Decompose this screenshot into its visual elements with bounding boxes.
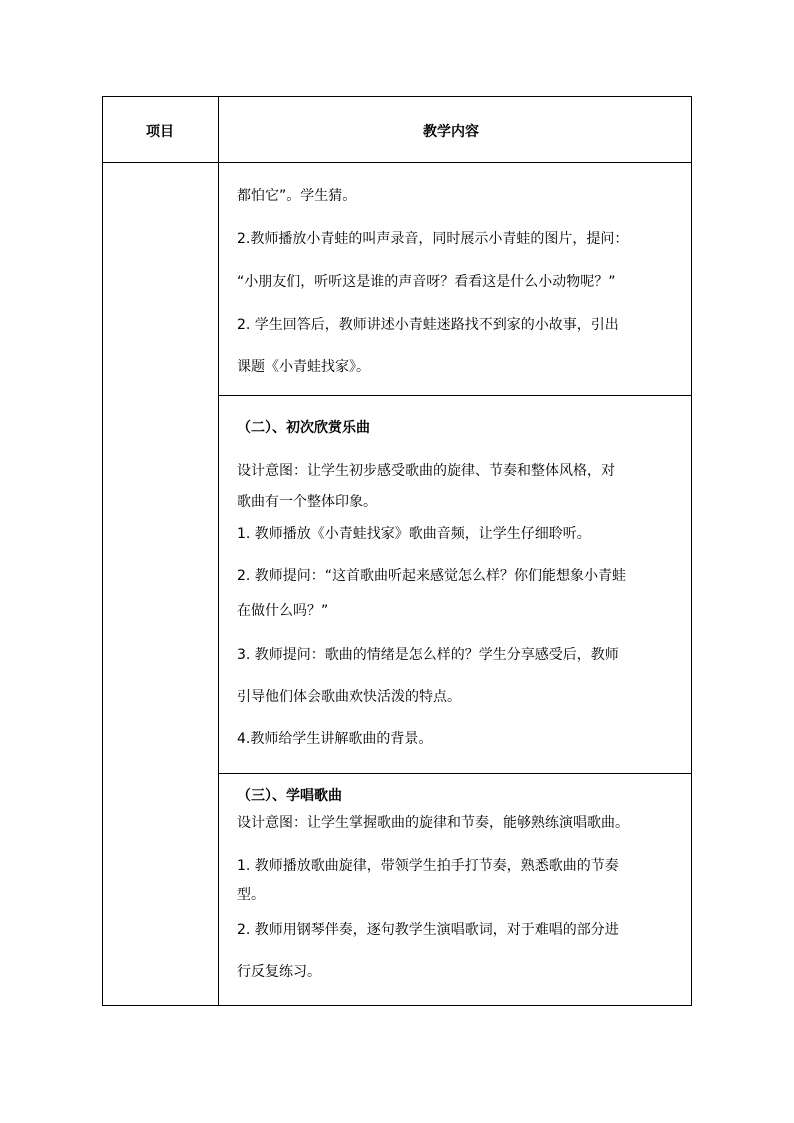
paragraph-line: 型。 xyxy=(237,887,265,903)
section-divider-2 xyxy=(218,773,691,774)
header-divider xyxy=(103,162,691,163)
paragraph-line: 设计意图：让学生掌握歌曲的旋律和节奏，能够熟练演唱歌曲。 xyxy=(237,815,629,831)
paragraph-line: 2. 学生回答后，教师讲述小青蛙迷路找不到家的小故事，引出 xyxy=(237,317,619,333)
paragraph-line: “小朋友们，听听这是谁的声音呀？看看这是什么小动物呢？” xyxy=(237,274,616,290)
paragraph-line: 2.教师播放小青蛙的叫声录音，同时展示小青蛙的图片，提问： xyxy=(237,231,629,247)
paragraph-line: 引导他们体会歌曲欢快活泼的特点。 xyxy=(237,689,461,705)
paragraph-line: 3. 教师提问：歌曲的情绪是怎么样的？学生分享感受后，教师 xyxy=(237,647,619,663)
column-divider xyxy=(218,97,219,1005)
section-title: （三）、学唱歌曲 xyxy=(237,788,342,804)
paragraph-line: 课题《小青蛙找家》。 xyxy=(237,359,370,375)
paragraph-line: 行反复练习。 xyxy=(237,964,321,980)
paragraph-line: 都怕它”。学生猜。 xyxy=(237,188,357,204)
header-content: 教学内容 xyxy=(423,124,479,140)
paragraph-line: 设计意图：让学生初步感受歌曲的旋律、节奏和整体风格，对 xyxy=(237,463,615,479)
paragraph-line: 2. 教师用钢琴伴奏，逐句教学生演唱歌词，对于难唱的部分进 xyxy=(237,922,619,938)
paragraph-line: 在做什么吗？” xyxy=(237,603,329,619)
paragraph-line: 2. 教师提问：“这首歌曲听起来感觉怎么样？你们能想象小青蛙 xyxy=(237,568,627,584)
section-title: （二）、初次欣赏乐曲 xyxy=(237,420,370,436)
section-divider-1 xyxy=(218,395,691,396)
header-item: 项目 xyxy=(146,124,174,140)
paragraph-line: 1. 教师播放《小青蛙找家》歌曲音频，让学生仔细聆听。 xyxy=(237,526,591,542)
paragraph-line: 歌曲有一个整体印象。 xyxy=(237,494,377,510)
paragraph-line: 1. 教师播放歌曲旋律，带领学生拍手打节奏，熟悉歌曲的节奏 xyxy=(237,858,619,874)
lesson-plan-table xyxy=(102,96,692,1006)
paragraph-line: 4.教师给学生讲解歌曲的背景。 xyxy=(237,731,433,747)
